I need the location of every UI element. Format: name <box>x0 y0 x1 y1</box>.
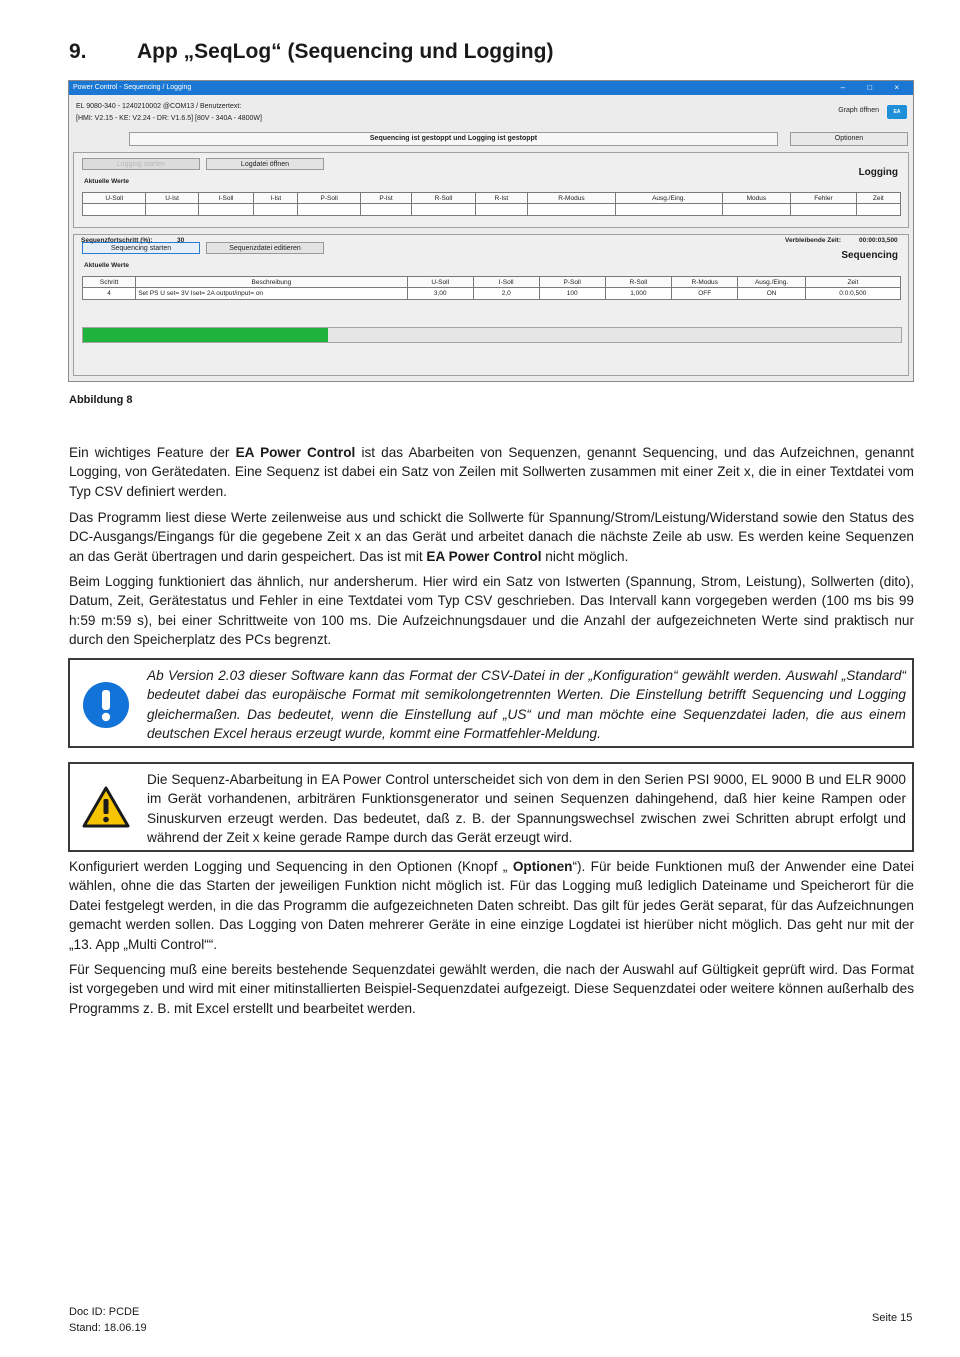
logging-value-cell <box>198 204 253 216</box>
logging-column-header: R-Soll <box>412 193 475 204</box>
logging-value-cell <box>528 204 616 216</box>
remaining-time-label: Verbleibende Zeit: <box>785 237 841 244</box>
logging-value-cell <box>360 204 411 216</box>
window-titlebar <box>69 81 913 95</box>
sequencing-value-cell: 0:0:0,500 <box>805 288 900 300</box>
graph-open-button[interactable]: Graph öffnen <box>838 107 879 114</box>
remaining-time-value: 00:00:03,500 <box>859 237 898 244</box>
sequencing-title: Sequencing <box>841 250 898 261</box>
status-bar: Sequencing ist gestoppt und Logging ist gestoppt <box>129 132 778 146</box>
paragraph-4: Konfiguriert werden Logging und Sequencing in den Optionen (Knopf „ Optionen“). Für beide Funktionen muß der Anwender eine Datei wählen, ohne die das Starten der jeweiligen Funktion nicht möglich ist. Für das Logging muß lediglich Dateiname und Speicherort für die Datei festgelegt werden, in die das Programm die aufgezeichneten Daten schreibt. Das gilt für jedes Gerät separat, für das Aufzeichnungen gemacht werden sollen. Das Logging von Daten mehrerer Geräte in eine einzige Logdatei ist hierüber nicht möglich. Das geht nur mit der „13. App „Multi Control““. <box>69 859 915 952</box>
logging-value-cell <box>722 204 791 216</box>
exclamation-icon <box>82 681 130 729</box>
sequence-progress-bar <box>82 327 902 343</box>
sequence-progress-fill <box>83 328 328 342</box>
logging-value-cell <box>412 204 475 216</box>
paragraph-3: Beim Logging funktioniert das ähnlich, nur andersherum. Hier wird ein Satz von Istwerten (Spannung, Strom, Leistung), Sollwerten (dito), Datum, Zeit, Gerätestatus und Fehler in eine Textdatei vom Typ CSV geschrieben. Das Intervall kann vorgegeben werden (100 ms bis 99 h:59 m:59 s), bei einer Schrittweite von 100 ms. Die Aufzeichnungsdauer und die Anzahl der aufgezeichneten Werte sind praktisch nur durch den Speicherplatz des PCs begrenzt. <box>69 574 914 648</box>
logging-value-cell <box>298 204 360 216</box>
logging-column-header: I-Ist <box>254 193 298 204</box>
logging-column-header: P-Ist <box>360 193 411 204</box>
sequencing-value-cell: 3,00 <box>407 288 473 300</box>
logging-column-header: I-Soll <box>198 193 253 204</box>
info-note <box>68 658 914 748</box>
sequencing-start-button[interactable]: Sequencing starten <box>82 242 200 254</box>
sequencing-value-row <box>83 288 901 300</box>
sequencing-value-cell: 4 <box>83 288 136 300</box>
sequencing-value-cell: Set PS U set= 3V Iset= 2A output/input= on <box>136 288 407 300</box>
logging-value-cell <box>146 204 198 216</box>
logging-value-cell <box>475 204 527 216</box>
logging-group <box>73 152 909 228</box>
paragraph-2: Das Programm liest diese Werte zeilenweise aus und schickt die Sollwerte für Spannung/Strom/Leistung/Widerstand sowie den Status des DC-Ausgangs/Eingangs für die gegebene Zeit x an das Gerät und arbeitet danach die nächste Zeile ab usw. Es werden keine Sequenzen an das Gerät übertragen und darin gespeichert. Das ist mit EA Power Control nicht möglich. <box>69 510 914 564</box>
sequencing-column-header: R-Modus <box>671 277 737 288</box>
logging-value-cell <box>254 204 298 216</box>
sequencing-value-cell: OFF <box>671 288 737 300</box>
logfile-open-button[interactable]: Logdatei öffnen <box>206 158 324 170</box>
info-note-text: Ab Version 2.03 dieser Software kann das Format der CSV-Datei in der „Konfiguration“ gewählt werden. Auswahl „Standard“ bedeutet dabei das europäische Format mit semikolongetrennten Werten. Die Einstellung betrifft Sequencing und Logging gleichermaßen. Das bedeutet, wenn die Einstellung auf „US“ und man möchte eine Sequenzdatei laden, die aus einem deutschen Excel heraus erzeugt wurde, kommt eine Formatfehler-Meldung. <box>147 668 906 742</box>
sequencing-column-header: P-Soll <box>539 277 605 288</box>
footer-doc-info <box>69 1304 147 1336</box>
progress-label: Sequenzfortschritt (%): <box>81 237 153 244</box>
device-info <box>76 101 262 125</box>
sequencing-column-header: Schritt <box>83 277 136 288</box>
sequencing-group <box>73 234 909 376</box>
logging-title: Logging <box>858 167 898 178</box>
app-screenshot <box>68 80 914 382</box>
doc-stand: Stand: 18.06.19 <box>69 1322 147 1334</box>
logging-column-header: P-Soll <box>298 193 360 204</box>
device-info-line1: EL 9080-340 - 1240210002 @COM13 / Benutzertext: <box>76 103 242 110</box>
page-number: Seite 15 <box>872 1312 913 1324</box>
progress-value: 30 <box>177 237 185 244</box>
device-info-line2: [HMI: V2.15 - KE: V2.24 - DR: V1.6.5] [80V - 340A - 4800W] <box>76 115 262 122</box>
doc-id: Doc ID: PCDE <box>69 1306 140 1318</box>
sequencing-column-header: Beschreibung <box>136 277 407 288</box>
figure-caption: Abbildung 8 <box>69 394 133 406</box>
sequencing-value-cell: ON <box>738 288 805 300</box>
logging-value-row <box>83 204 901 216</box>
sequencing-column-header: Ausg./Eing. <box>738 277 805 288</box>
logging-value-cell <box>83 204 146 216</box>
sequencing-value-cell: 100 <box>539 288 605 300</box>
sequencing-value-cell: 1,000 <box>605 288 671 300</box>
warning-icon <box>82 786 130 828</box>
sequencing-column-header: I-Soll <box>473 277 539 288</box>
logging-column-header: U-Soll <box>83 193 146 204</box>
sequencing-header-row <box>83 277 901 288</box>
logging-header-row <box>83 193 901 204</box>
sequencing-column-header: U-Soll <box>407 277 473 288</box>
paragraph-5: Für Sequencing muß eine bereits bestehende Sequenzdatei gewählt werden, die nach der Auswahl auf Gültigkeit geprüft wird. Das Format ist vorgegeben und wird mit einer mitinstallierten Beispiel-Sequenzdatei aufgezeigt. Diese Sequenzdatei oder weitere können außerhalb des Programms z. B. mit Excel erstellt und bearbeitet werden. <box>69 962 914 1016</box>
logging-start-button[interactable]: Logging starten <box>82 158 200 170</box>
options-button[interactable]: Optionen <box>790 132 908 146</box>
sequence-edit-button[interactable]: Sequenzdatei editieren <box>206 242 324 254</box>
logging-value-cell <box>791 204 857 216</box>
section-heading <box>69 40 553 64</box>
warning-note <box>68 762 914 852</box>
window-title: Power Control - Sequencing / Logging <box>73 84 192 91</box>
sequencing-value-cell: 2,0 <box>473 288 539 300</box>
section-number: 9. <box>69 40 87 63</box>
logging-value-cell <box>615 204 722 216</box>
logging-column-header: Fehler <box>791 193 857 204</box>
ea-logo: EA <box>887 105 907 119</box>
logging-column-header: Zeit <box>856 193 900 204</box>
logging-values-label: Aktuelle Werte <box>84 178 130 185</box>
sequencing-column-header: R-Soll <box>605 277 671 288</box>
logging-column-header: R-Modus <box>528 193 616 204</box>
logging-value-cell <box>856 204 900 216</box>
paragraph-1: Ein wichtiges Feature der EA Power Control ist das Abarbeiten von Sequenzen, genannt Sequencing, und das Aufzeichnen, genannt Logging, von Gerätedaten. Eine Sequenz ist dabei ein Satz von Zeilen mit Sollwerten zusammen mit einer Zeit x, die in einer Textdatei vom Typ CSV definiert werden. <box>69 445 914 499</box>
logging-column-header: U-Ist <box>146 193 198 204</box>
logging-column-header: Ausg./Eing. <box>615 193 722 204</box>
section-title: App „SeqLog“ (Sequencing und Logging) <box>137 40 554 63</box>
logging-column-header: Modus <box>722 193 791 204</box>
window-controls[interactable]: – □ × <box>840 83 909 92</box>
sequencing-values-label: Aktuelle Werte <box>84 262 130 269</box>
logging-column-header: R-Ist <box>475 193 527 204</box>
logging-table <box>82 192 901 216</box>
sequencing-column-header: Zeit <box>805 277 900 288</box>
warning-note-text: Die Sequenz-Abarbeitung in EA Power Control unterscheidet sich von dem in den Serien PSI 9000, EL 9000 B und ELR 9000 im Gerät vorhandenen, arbiträren Funktionsgenerator und seinen Sequenzen dahingehend, daß hier keine Rampen oder Sinuskurven erzeugt werden. Das bedeutet, daß z. B. der Spannungswechsel zwischen zwei Schritten abrupt erfolgt und während der Zeit x keine gerade Rampe durch das Gerät erzeugt wird. <box>147 772 906 846</box>
sequencing-table <box>82 276 901 300</box>
